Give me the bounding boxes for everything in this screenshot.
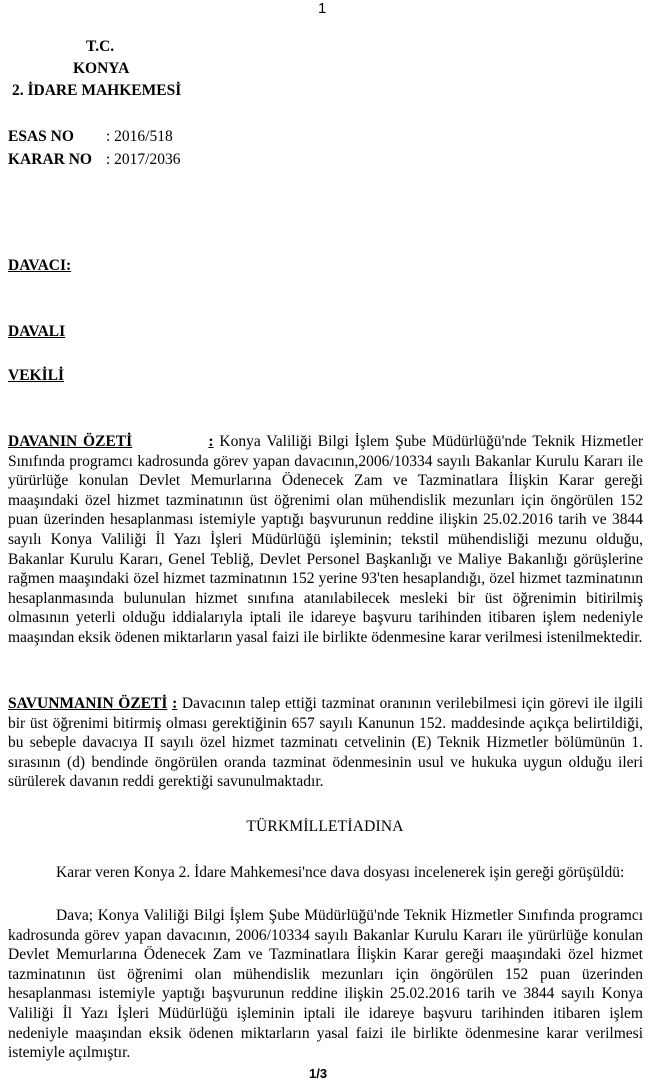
esas-value: : 2016/518 [106, 128, 173, 145]
savunmanin-ozeti-colon: : [172, 695, 178, 712]
esas-row [8, 125, 181, 148]
karar-label: KARAR NO [8, 151, 92, 168]
dava-paragraph: Dava; Konya Valiliği Bilgi İşlem Şube Müdürlüğü'nde Teknik Hizmetler Sınıfında programcı kadrosunda görev yapan davacının, 2006/10334 sayılı Bakanlar Kurulu Kararı ile yürürlüğe konulan Devlet Memurlarına Ödenecek Zam ve Tazminatlara İlişkin Karar gereği maaşındaki özel hizmet tazminatının üst öğrenimi olan mühendislik mezunları için öngörülen 152 puan üzerinden hesaplanması istemiyle yaptığı başvurunun reddine ilişkin 25.02.2016 tarih ve 3844 sayılı Konya Valiliği İl Yazı İşleri Müdürlüğü işleminin iptali ile idareye başvuru tarihinden itibaren işlem nedeniyle maaşından eksik ödenen miktarların yasal faizi ile birlikte ödenmesine karar verilmesi istemiyle açılmıştır. [8, 907, 643, 1062]
davanin-ozeti-colon: : [208, 433, 214, 450]
case-numbers [8, 125, 181, 171]
section-title: TÜRKMİLLETİADINA [246, 818, 404, 835]
davanin-ozeti-text: Konya Valiliği Bilgi İşlem Şube Müdürlüğü'nde Teknik Hizmetler Sınıfında programcı kadrosunda görev yapan davacının,2006/10334 sayılı Bakanlar Kurulu Kararı ile yürürlüğe konulan Devlet Memurlarına Ödenecek Zam ve Tazminatlara İlişkin Karar gereği maaşındaki özel hizmet tazminatının üst öğrenimi olan mühendislik mezunları için öngörülen 152 puan üzerinden hesaplanması istemiyle yaptığı başvurunun reddine ilişkin 25.02.2016 tarih ve 3844 sayılı Konya Valiliği İl Yazı İşleri Müdürlüğü işleminin; tekstil mühendisliği mezunu olduğu, Bakanlar Kurulu Kararı, Genel Tebliğ, Devlet Personel Başkanlığı ve Maliye Bakanlığı görüşlerine rağmen maaşındaki özel hizmet tazminatının 152 yerine 93'ten hesaplandığı, özel hizmet tazminatının hesaplanmasında bulunulan hizmet sınıfına atanılabilecek mesleki bir üst öğrenimin bitirilmiş olmasının yeterli olduğu iddialarıyla iptali ile idareye başvuru tarihinden itibaren işlem nedeniyle maaşından eksik ödenen miktarların yasal faizi ile birlikte ödenmesine karar verilmesi istenilmektedir. [8, 433, 643, 646]
davanin-ozeti-paragraph [8, 432, 643, 648]
court-line-tc: T.C. [86, 38, 115, 55]
davali-label: DAVALI [8, 323, 66, 340]
court-line-city: KONYA [73, 60, 130, 77]
esas-label: ESAS NO [8, 128, 74, 145]
vekili-label: VEKİLİ [8, 367, 64, 384]
karar-value: : 2017/2036 [106, 151, 181, 168]
court-header [0, 36, 181, 102]
davanin-ozeti-heading: DAVANIN ÖZETİ [8, 433, 133, 450]
savunmanin-ozeti-heading: SAVUNMANIN ÖZETİ [8, 695, 168, 712]
court-line-name: 2. İDARE MAHKEMESİ [12, 82, 182, 99]
davaci-label: DAVACI: [8, 257, 72, 274]
savunmanin-ozeti-paragraph [8, 694, 643, 792]
karar-row [8, 148, 181, 171]
savunmanin-ozeti-text: Davacının talep ettiği tazminat oranının verilebilmesi için görevi ile ilgili bir üst öğrenimi bitirmiş olması gerektiğinin 657 sayılı Kanunun 152. maddesinde açıkça belirtildiği, bu sebeple davacıya II sayılı özel hizmet tazminatı cetvelinin (E) Teknik Hizmetler bölümünün 1. sırasının (d) bendinde öngörülen oranda tazminat ödenmesinin usul ve hukuka uygun olduğu ileri sürülerek davanın reddi gerektiği savunulmaktadır. [8, 695, 643, 791]
page-number-top: 1 [318, 0, 327, 17]
karar-paragraph: Karar veren Konya 2. İdare Mahkemesi'nce dava dosyası incelenerek işin gereği görüşüldü: [56, 864, 625, 881]
page-number-footer: 1/3 [309, 1066, 328, 1081]
davanin-ozeti-gap [132, 433, 208, 450]
